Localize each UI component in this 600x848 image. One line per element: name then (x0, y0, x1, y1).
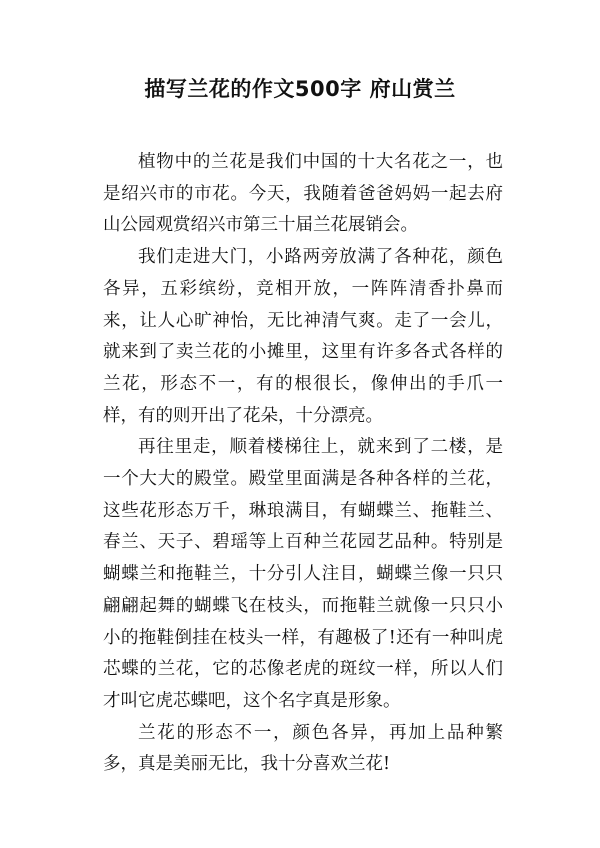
paragraph-intro: 植物中的兰花是我们中国的十大名花之一，也是绍兴市的市花。今天，我随着爸爸妈妈一起去府山公园观赏绍兴市第三十届兰花展销会。 (103, 152, 503, 236)
paragraph-conclusion: 兰花的形态不一，颜色各异，再加上品种繁多，真是美丽无比，我十分喜欢兰花! (103, 722, 503, 775)
paragraph-entrance: 我们走进大门，小路两旁放满了各种花，颜色各异，五彩缤纷，竞相开放，一阵阵清香扑鼻而来，让人心旷神怡，无比神清气爽。走了一会儿，就来到了卖兰花的小摊里，这里有许多各式各样的兰花，形态不一，有的根很长，像伸出的手爪一样，有的则开出了花朵，十分漂亮。 (103, 247, 503, 426)
paragraph-hall: 再往里走，顺着楼梯往上，就来到了二楼，是一个大大的殿堂。殿堂里面满是各种各样的兰花，这些花形态万千，琳琅满目，有蝴蝶兰、拖鞋兰、春兰、天子、碧瑶等上百种兰花园艺品种。特别是蝴蝶兰和拖鞋兰，十分引人注目，蝴蝶兰像一只只翩翩起舞的蝴蝶飞在枝头，而拖鞋兰就像一只只小小的拖鞋倒挂在枝头一样，有趣极了!还有一种叫虎芯蝶的兰花，它的芯像老虎的斑纹一样，所以人们才叫它虎芯蝶吧，这个名字真是形象。 (103, 437, 503, 711)
document-body (103, 147, 503, 781)
document-title: 描写兰花的作文500字 府山赏兰 (144, 77, 456, 101)
